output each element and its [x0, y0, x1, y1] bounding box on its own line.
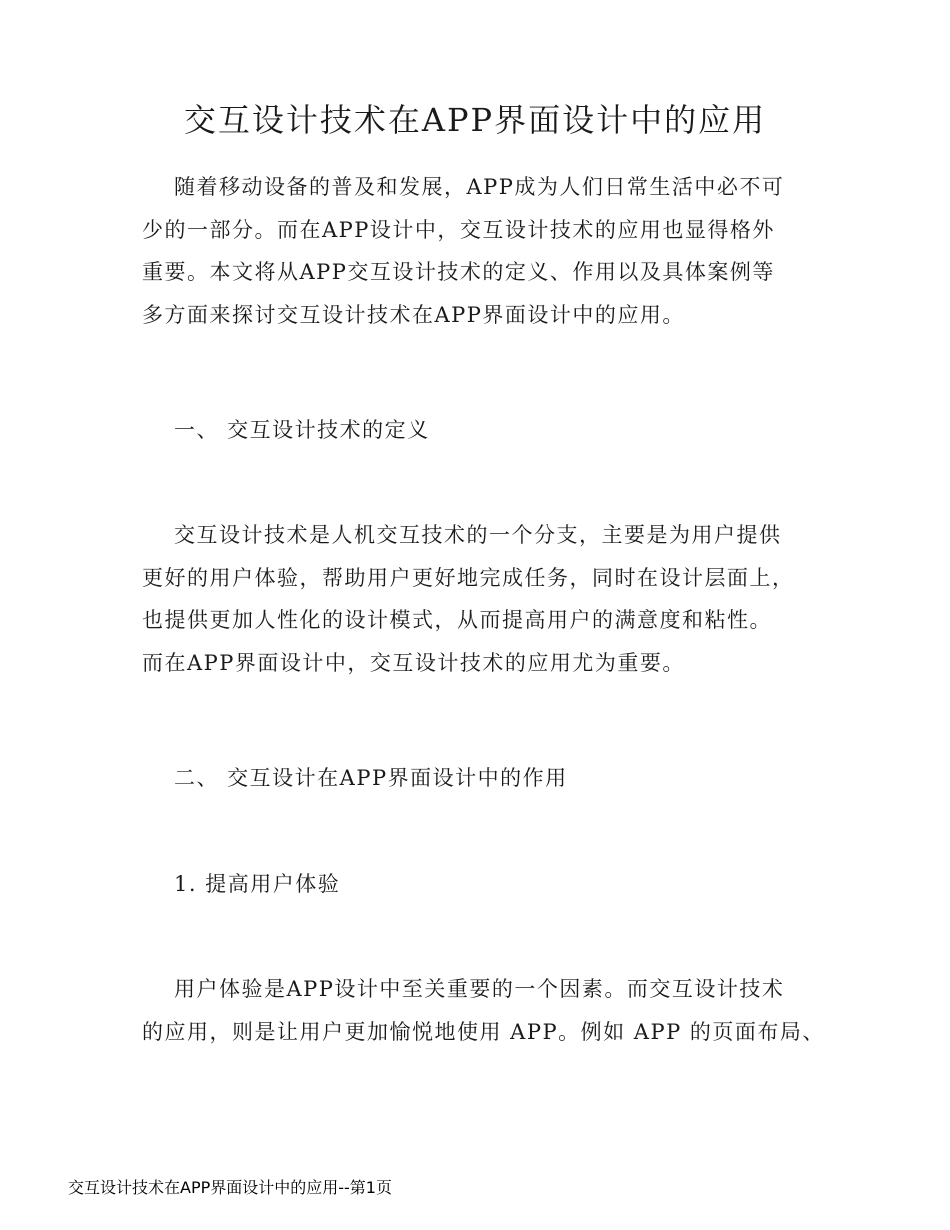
paragraph-line: 的应用，则是让用户更加愉悦地使用 APP。例如 APP 的页面布局、 — [142, 1019, 825, 1044]
section-heading: 二、 交互设计在APP界面设计中的作用 — [174, 766, 568, 790]
paragraph-line: 用户体验是APP设计中至关重要的一个因素。而交互设计技术 — [174, 977, 785, 1001]
document-title: 交互设计技术在APP界面设计中的应用 — [183, 101, 767, 139]
user-experience-paragraph — [142, 968, 842, 1053]
page-footer: 交互设计技术在APP界面设计中的应用--第1页 — [68, 1178, 392, 1197]
paragraph-line: 少的一部分。而在APP设计中，交互设计技术的应用也显得格外 — [142, 217, 775, 242]
definition-paragraph — [142, 514, 842, 685]
paragraph-line: 交互设计技术是人机交互技术的一个分支，主要是为用户提供 — [174, 523, 782, 547]
paragraph-line: 多方面来探讨交互设计技术在APP界面设计中的应用。 — [142, 303, 685, 328]
paragraph-line: 也提供更加人性化的设计模式，从而提高用户的满意度和粘性。 — [142, 608, 772, 633]
intro-paragraph — [142, 166, 842, 337]
section-heading: 一、 交互设计技术的定义 — [174, 418, 430, 442]
subsection-heading: 1. 提高用户体验 — [174, 872, 341, 896]
paragraph-line: 更好的用户体验，帮助用户更好地完成任务，同时在设计层面上， — [142, 565, 795, 590]
paragraph-line: 而在APP界面设计中，交互设计技术的应用尤为重要。 — [142, 651, 685, 676]
paragraph-line: 随着移动设备的普及和发展，APP成为人们日常生活中必不可 — [174, 175, 785, 199]
paragraph-line: 重要。本文将从APP交互设计技术的定义、作用以及具体案例等 — [142, 260, 775, 285]
